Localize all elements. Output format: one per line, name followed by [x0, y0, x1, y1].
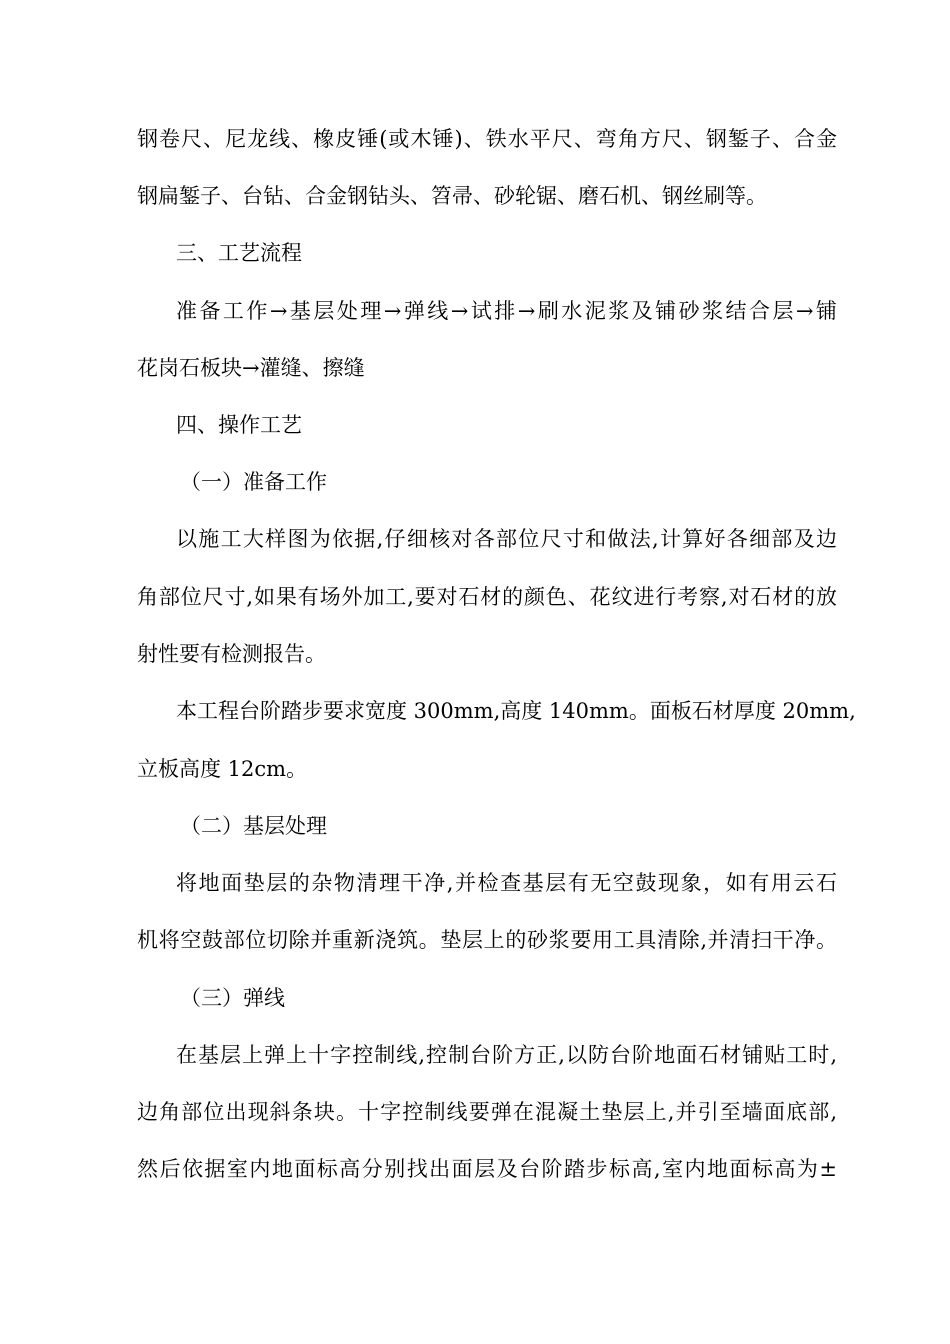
subsection-heading-base: （二）基层处理: [180, 814, 327, 838]
text-line-8: 以施工大样图为依据,仔细核对各部位尺寸和做法,计算好各细部及边: [176, 527, 837, 551]
text-line-1: 钢卷尺、尼龙线、橡皮锤(或木锤)、铁水平尺、弯角方尺、钢錾子、合金: [137, 127, 837, 151]
section-heading-operation: 四、操作工艺: [176, 413, 302, 437]
text-line-11: 本工程台阶踏步要求宽度 300mm,高度 140mm。面板石材厚度 20mm,: [176, 699, 856, 723]
text-line-4: 准备工作→基层处理→弹线→试排→刷水泥浆及铺砂浆结合层→铺: [176, 299, 837, 323]
text-line-18: 边角部位出现斜条块。十字控制线要弹在混凝土垫层上,并引至墙面底部,: [137, 1100, 837, 1124]
section-heading-process: 三、工艺流程: [176, 241, 302, 265]
text-line-12: 立板高度 12cm。: [137, 757, 308, 781]
text-line-14: 将地面垫层的杂物清理干净,并检查基层有无空鼓现象，如有用云石: [176, 871, 837, 895]
text-line-9: 角部位尺寸,如果有场外加工,要对石材的颜色、花纹进行考察,对石材的放: [137, 585, 837, 609]
subsection-heading-preparation: （一）准备工作: [180, 470, 327, 494]
text-line-17: 在基层上弹上十字控制线,控制台阶方正,以防台阶地面石材铺贴工时,: [176, 1043, 837, 1067]
text-line-15: 机将空鼓部位切除并重新浇筑。垫层上的砂浆要用工具清除,并清扫干净。: [137, 928, 837, 952]
text-line-19: 然后依据室内地面标高分别找出面层及台阶踏步标高,室内地面标高为±: [137, 1157, 837, 1181]
text-line-10: 射性要有检测报告。: [137, 642, 326, 666]
subsection-heading-marking: （三）弹线: [180, 986, 285, 1010]
text-line-5: 花岗石板块→灌缝、擦缝: [137, 356, 365, 380]
text-line-2: 钢扁錾子、台钻、合金钢钻头、笤帚、砂轮锯、磨石机、钢丝刷等。: [137, 184, 767, 208]
